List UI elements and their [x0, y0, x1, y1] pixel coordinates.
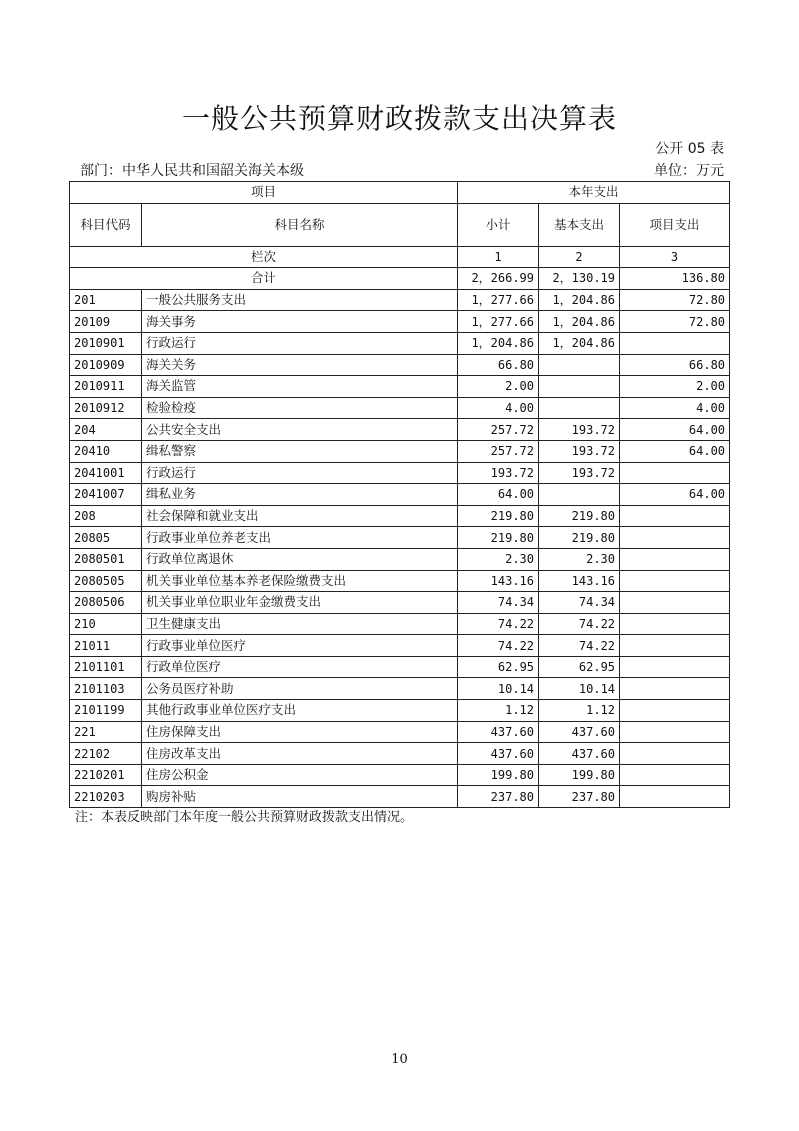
row-basic: 1.12 — [539, 700, 620, 722]
row-basic — [539, 484, 620, 506]
table-body — [70, 289, 730, 807]
total-project: 136.80 — [620, 268, 730, 290]
row-basic: 437.60 — [539, 721, 620, 743]
row-code: 20410 — [70, 440, 142, 462]
row-subtotal: 74.22 — [458, 613, 539, 635]
row-code: 210 — [70, 613, 142, 635]
row-name: 住房保障支出 — [142, 721, 458, 743]
table-row — [70, 505, 730, 527]
row-subtotal: 257.72 — [458, 419, 539, 441]
row-code: 201 — [70, 289, 142, 311]
row-project — [620, 505, 730, 527]
table-row — [70, 419, 730, 441]
row-subtotal: 2.00 — [458, 376, 539, 398]
row-code: 2041001 — [70, 462, 142, 484]
row-project: 4.00 — [620, 397, 730, 419]
unit-label: 单位：万元 — [654, 163, 724, 179]
row-subtotal: 1，277.66 — [458, 311, 539, 333]
row-code: 2080505 — [70, 570, 142, 592]
table-row — [70, 289, 730, 311]
row-basic — [539, 397, 620, 419]
row-project — [620, 527, 730, 549]
row-code: 2210203 — [70, 786, 142, 808]
table-row — [70, 376, 730, 398]
row-name: 机关事业单位职业年金缴费支出 — [142, 592, 458, 614]
row-project — [620, 462, 730, 484]
page-title: 一般公共预算财政拨款支出决算表 — [181, 102, 617, 135]
budget-table — [69, 181, 730, 808]
row-basic: 237.80 — [539, 786, 620, 808]
row-project: 66.80 — [620, 354, 730, 376]
table-row — [70, 570, 730, 592]
row-project — [620, 592, 730, 614]
row-code: 2010911 — [70, 376, 142, 398]
row-basic: 1，204.86 — [539, 311, 620, 333]
row-name: 卫生健康支出 — [142, 613, 458, 635]
row-code: 2080506 — [70, 592, 142, 614]
form-number: 公开 05 表 — [655, 141, 724, 157]
row-project: 64.00 — [620, 419, 730, 441]
row-subtotal: 193.72 — [458, 462, 539, 484]
table-row — [70, 743, 730, 765]
row-project — [620, 678, 730, 700]
row-subtotal: 1，204.86 — [458, 332, 539, 354]
table-row — [70, 786, 730, 808]
row-name: 海关监管 — [142, 376, 458, 398]
row-project — [620, 700, 730, 722]
total-subtotal: 2，266.99 — [458, 268, 539, 290]
row-basic: 219.80 — [539, 527, 620, 549]
row-project — [620, 786, 730, 808]
table-row — [70, 484, 730, 506]
row-name: 社会保障和就业支出 — [142, 505, 458, 527]
row-project: 72.80 — [620, 289, 730, 311]
row-code: 221 — [70, 721, 142, 743]
row-project — [620, 656, 730, 678]
table-row — [70, 397, 730, 419]
header-subtotal: 小计 — [458, 203, 539, 246]
row-basic — [539, 376, 620, 398]
row-basic: 193.72 — [539, 419, 620, 441]
row-name: 住房公积金 — [142, 764, 458, 786]
row-basic: 10.14 — [539, 678, 620, 700]
row-code: 20109 — [70, 311, 142, 333]
row-subtotal: 437.60 — [458, 721, 539, 743]
row-basic: 193.72 — [539, 440, 620, 462]
total-basic: 2，130.19 — [539, 268, 620, 290]
row-code: 2101199 — [70, 700, 142, 722]
page-number: 10 — [391, 1052, 408, 1067]
header-code: 科目代码 — [70, 203, 142, 246]
row-subtotal: 74.22 — [458, 635, 539, 657]
table-row — [70, 354, 730, 376]
table-row — [70, 527, 730, 549]
row-name: 行政事业单位养老支出 — [142, 527, 458, 549]
row-project: 72.80 — [620, 311, 730, 333]
row-basic: 1，204.86 — [539, 289, 620, 311]
table-row — [70, 311, 730, 333]
row-project — [620, 635, 730, 657]
row-name: 缉私警察 — [142, 440, 458, 462]
row-subtotal: 74.34 — [458, 592, 539, 614]
row-name: 缉私业务 — [142, 484, 458, 506]
row-project — [620, 743, 730, 765]
row-project: 64.00 — [620, 484, 730, 506]
row-project — [620, 721, 730, 743]
row-subtotal: 237.80 — [458, 786, 539, 808]
row-subtotal: 1，277.66 — [458, 289, 539, 311]
row-project — [620, 764, 730, 786]
row-basic: 74.22 — [539, 635, 620, 657]
row-project — [620, 570, 730, 592]
row-basic — [539, 354, 620, 376]
row-project — [620, 332, 730, 354]
table-row — [70, 678, 730, 700]
row-project — [620, 613, 730, 635]
total-row — [70, 268, 730, 290]
row-subtotal: 143.16 — [458, 570, 539, 592]
row-project: 2.00 — [620, 376, 730, 398]
header-name: 科目名称 — [142, 203, 458, 246]
row-basic: 193.72 — [539, 462, 620, 484]
row-code: 2010912 — [70, 397, 142, 419]
table-row — [70, 613, 730, 635]
row-code: 2101101 — [70, 656, 142, 678]
row-subtotal: 1.12 — [458, 700, 539, 722]
table-row — [70, 440, 730, 462]
table-row — [70, 700, 730, 722]
row-basic: 74.22 — [539, 613, 620, 635]
row-basic: 199.80 — [539, 764, 620, 786]
row-name: 行政运行 — [142, 332, 458, 354]
column-number-3: 3 — [620, 246, 730, 268]
row-code: 208 — [70, 505, 142, 527]
table-row — [70, 548, 730, 570]
row-basic: 437.60 — [539, 743, 620, 765]
table-row — [70, 635, 730, 657]
row-code: 2080501 — [70, 548, 142, 570]
row-subtotal: 62.95 — [458, 656, 539, 678]
row-subtotal: 199.80 — [458, 764, 539, 786]
row-name: 公共安全支出 — [142, 419, 458, 441]
header-annual: 本年支出 — [458, 182, 730, 204]
column-number-row — [70, 246, 730, 268]
header-basic: 基本支出 — [539, 203, 620, 246]
row-subtotal: 4.00 — [458, 397, 539, 419]
row-code: 21011 — [70, 635, 142, 657]
row-code: 204 — [70, 419, 142, 441]
row-subtotal: 10.14 — [458, 678, 539, 700]
row-code: 2010901 — [70, 332, 142, 354]
row-project: 64.00 — [620, 440, 730, 462]
row-name: 行政单位离退休 — [142, 548, 458, 570]
row-basic: 2.30 — [539, 548, 620, 570]
row-basic: 74.34 — [539, 592, 620, 614]
row-code: 2210201 — [70, 764, 142, 786]
row-name: 公务员医疗补助 — [142, 678, 458, 700]
row-subtotal: 66.80 — [458, 354, 539, 376]
row-name: 购房补贴 — [142, 786, 458, 808]
row-subtotal: 64.00 — [458, 484, 539, 506]
row-name: 检验检疫 — [142, 397, 458, 419]
row-name: 机关事业单位基本养老保险缴费支出 — [142, 570, 458, 592]
department-label: 部门：中华人民共和国韶关海关本级 — [80, 163, 304, 179]
table-row — [70, 764, 730, 786]
row-basic: 219.80 — [539, 505, 620, 527]
row-code: 20805 — [70, 527, 142, 549]
header-row-2 — [70, 203, 730, 246]
row-code: 22102 — [70, 743, 142, 765]
row-subtotal: 219.80 — [458, 505, 539, 527]
table-row — [70, 721, 730, 743]
table-note: 注：本表反映部门本年度一般公共预算财政拨款支出情况。 — [75, 810, 414, 825]
row-basic: 62.95 — [539, 656, 620, 678]
row-basic: 143.16 — [539, 570, 620, 592]
row-basic: 1，204.86 — [539, 332, 620, 354]
row-subtotal: 219.80 — [458, 527, 539, 549]
row-name: 住房改革支出 — [142, 743, 458, 765]
header-project: 项目支出 — [620, 203, 730, 246]
table-row — [70, 332, 730, 354]
row-name: 一般公共服务支出 — [142, 289, 458, 311]
row-subtotal: 257.72 — [458, 440, 539, 462]
table-row — [70, 462, 730, 484]
table-row — [70, 656, 730, 678]
row-subtotal: 437.60 — [458, 743, 539, 765]
row-subtotal: 2.30 — [458, 548, 539, 570]
row-code: 2101103 — [70, 678, 142, 700]
row-name: 其他行政事业单位医疗支出 — [142, 700, 458, 722]
row-name: 行政单位医疗 — [142, 656, 458, 678]
column-label: 栏次 — [70, 246, 458, 268]
row-project — [620, 548, 730, 570]
row-name: 行政运行 — [142, 462, 458, 484]
row-code: 2010909 — [70, 354, 142, 376]
table-row — [70, 592, 730, 614]
header-item: 项目 — [70, 182, 458, 204]
column-number-2: 2 — [539, 246, 620, 268]
column-number-1: 1 — [458, 246, 539, 268]
row-code: 2041007 — [70, 484, 142, 506]
header-row-1 — [70, 182, 730, 204]
row-name: 海关关务 — [142, 354, 458, 376]
row-name: 海关事务 — [142, 311, 458, 333]
row-name: 行政事业单位医疗 — [142, 635, 458, 657]
total-label: 合计 — [70, 268, 458, 290]
